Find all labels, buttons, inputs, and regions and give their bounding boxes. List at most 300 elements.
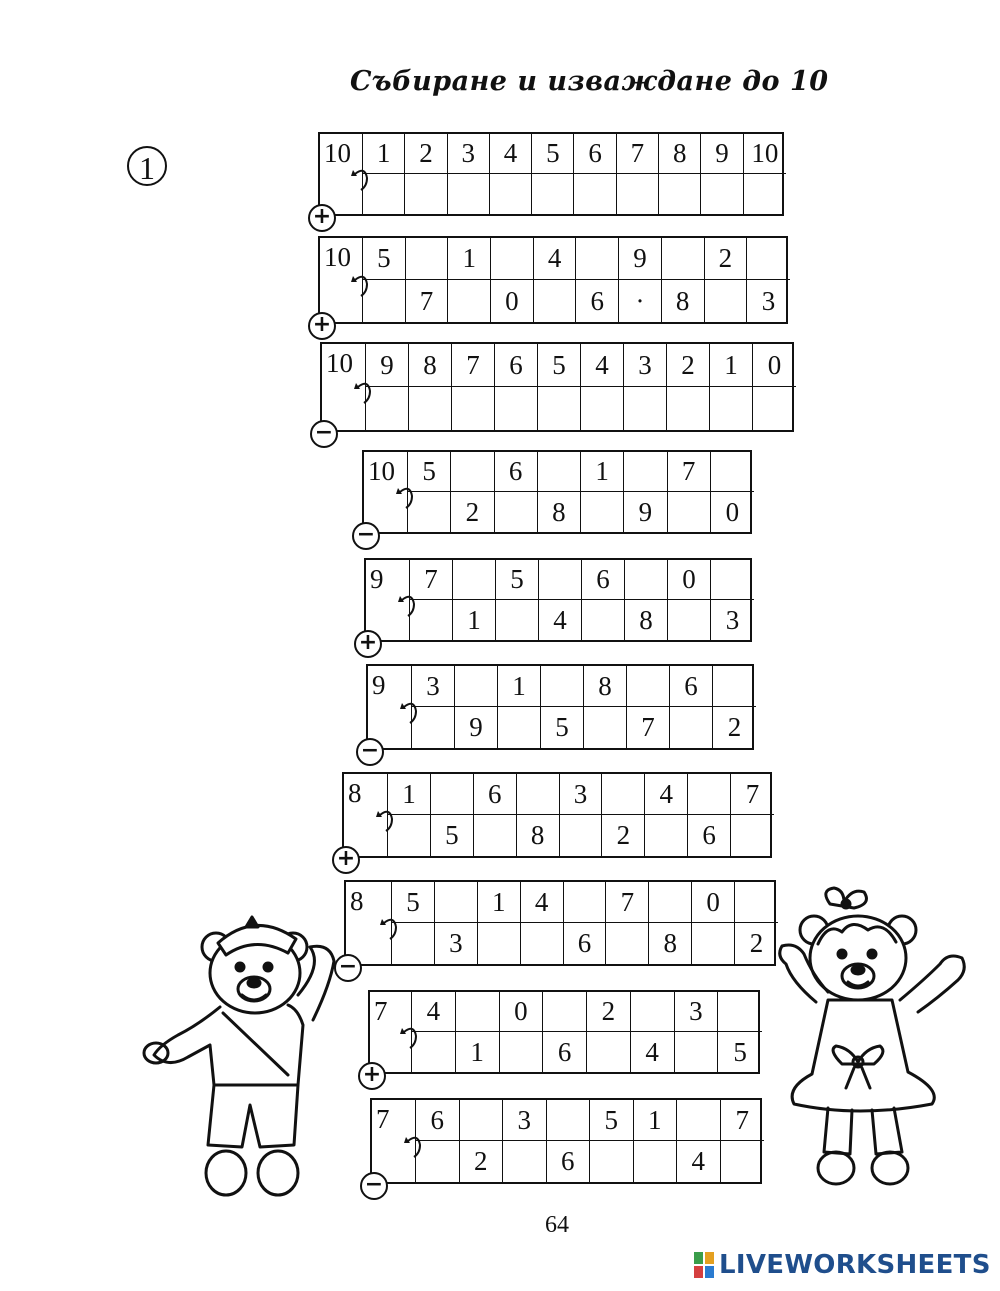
number-cell [619, 238, 662, 280]
cell-number: 7 [630, 138, 645, 168]
curved-arrow-icon [398, 594, 420, 620]
number-cell [584, 666, 627, 707]
number-cell [538, 344, 581, 387]
start-number: 8 [350, 886, 364, 916]
answer-cell[interactable] [491, 238, 534, 280]
cell-number: 8 [530, 820, 545, 850]
answer-cell[interactable] [435, 882, 478, 923]
number-cell [590, 1100, 634, 1141]
cell-number: · [635, 285, 645, 316]
answer-cell[interactable] [547, 1100, 591, 1141]
strip-grid [370, 1098, 762, 1184]
cell-number: 4 [645, 1036, 659, 1067]
cell-number: 3 [517, 1104, 531, 1135]
answer-cell[interactable] [711, 452, 754, 492]
cell-number: 8 [675, 285, 690, 316]
cell-number: 6 [702, 820, 716, 850]
number-cell [701, 134, 743, 174]
number-cell [409, 344, 452, 387]
number-cell [624, 492, 667, 532]
answer-cell[interactable] [503, 1141, 547, 1182]
number-cell [688, 815, 731, 856]
answer-cell[interactable] [713, 666, 756, 707]
cell-number: 6 [508, 456, 523, 486]
cell-number: 7 [419, 285, 434, 316]
minus-operator-icon: − [310, 420, 338, 448]
number-cell [753, 344, 796, 387]
answer-cell[interactable] [455, 666, 498, 707]
cell-number: 4 [691, 1146, 705, 1176]
cell-number: 6 [557, 1036, 572, 1067]
cell-number: 2 [601, 996, 616, 1026]
number-cell [543, 1032, 587, 1072]
cell-number: 8 [552, 496, 566, 527]
page-title: Събиране и изваждане до 10 [350, 66, 829, 97]
number-cell [677, 1141, 721, 1182]
number-cell [517, 815, 560, 856]
answer-cell[interactable] [582, 600, 625, 640]
cell-number: 1 [648, 1104, 662, 1135]
cell-number: 5 [733, 1036, 747, 1067]
number-cell [713, 707, 756, 748]
number-strip [364, 1098, 762, 1197]
cell-number: 5 [445, 820, 459, 850]
answer-cell[interactable] [406, 238, 449, 280]
cell-number: 0 [725, 496, 740, 527]
number-cell [670, 666, 713, 707]
curved-arrow-icon [380, 917, 402, 943]
number-cell [564, 923, 607, 964]
strip-grid [318, 236, 788, 324]
answer-cell[interactable] [631, 992, 675, 1032]
cell-number: 7 [745, 778, 760, 809]
answer-cell[interactable] [448, 174, 490, 214]
answer-cell[interactable] [576, 238, 619, 280]
cell-number: 9 [638, 496, 653, 527]
answer-cell[interactable] [448, 280, 491, 322]
answer-cell[interactable] [731, 815, 774, 856]
girl-bear-illustration [772, 882, 987, 1192]
cell-number: 5 [377, 243, 391, 273]
number-cell [649, 923, 692, 964]
plus-operator-icon: + [332, 846, 360, 874]
answer-cell[interactable] [495, 492, 538, 532]
number-cell [587, 992, 631, 1032]
cell-number: 8 [598, 670, 612, 701]
cell-number: 5 [552, 349, 566, 380]
start-number: 7 [376, 1104, 390, 1134]
number-cell [496, 560, 539, 600]
answer-cell[interactable] [606, 923, 649, 964]
answer-cell[interactable] [538, 387, 581, 430]
answer-cell[interactable] [451, 452, 494, 492]
number-cell [456, 1032, 500, 1072]
number-cell [581, 452, 624, 492]
plus-operator-icon: + [354, 630, 382, 658]
number-cell [711, 492, 754, 532]
cell-number: 3 [761, 285, 776, 316]
answer-cell[interactable] [521, 923, 564, 964]
cell-number: 1 [402, 778, 416, 809]
cell-number: 5 [546, 138, 560, 168]
number-cell [521, 882, 564, 923]
number-cell [668, 560, 711, 600]
number-cell [625, 600, 668, 640]
cell-number: 10 [751, 138, 779, 168]
number-cell [645, 774, 688, 815]
answer-cell[interactable] [675, 1032, 719, 1072]
cell-number: 9 [715, 138, 729, 168]
strip-grid [366, 664, 754, 750]
number-strip [314, 342, 794, 445]
cell-number: 4 [534, 886, 549, 917]
start-number: 8 [348, 778, 362, 808]
answer-cell[interactable] [496, 600, 539, 640]
number-cell [711, 600, 754, 640]
number-strip [360, 664, 754, 763]
number-cell [406, 280, 449, 322]
number-cell [731, 774, 774, 815]
answer-cell[interactable] [478, 923, 521, 964]
answer-cell[interactable] [539, 560, 582, 600]
number-strip [358, 558, 752, 655]
number-cell [452, 344, 495, 387]
cell-number: 3 [725, 604, 740, 635]
answer-cell[interactable] [574, 174, 616, 214]
number-cell [451, 492, 494, 532]
answer-cell[interactable] [431, 774, 474, 815]
answer-cell[interactable] [560, 815, 603, 856]
cell-number: 8 [672, 138, 687, 168]
cell-number: 1 [462, 243, 476, 273]
number-cell [582, 560, 625, 600]
cell-number: 7 [466, 349, 480, 380]
answer-cell[interactable] [584, 707, 627, 748]
cell-number: 9 [633, 243, 647, 273]
answer-cell[interactable] [701, 174, 743, 214]
answer-cell[interactable] [498, 707, 541, 748]
curved-arrow-icon [351, 274, 373, 300]
number-cell [503, 1100, 547, 1141]
minus-operator-icon: − [356, 738, 384, 766]
answer-cell[interactable] [625, 560, 668, 600]
answer-cell[interactable] [460, 1100, 504, 1141]
cell-number: 2 [681, 349, 695, 380]
answer-cell[interactable] [721, 1141, 765, 1182]
answer-cell[interactable] [692, 923, 735, 964]
cell-number: 2 [474, 1146, 488, 1176]
cell-number: 0 [706, 886, 720, 917]
cell-number: 0 [505, 285, 519, 316]
answer-cell[interactable] [538, 452, 581, 492]
cell-number: 3 [426, 670, 440, 701]
number-cell [705, 238, 748, 280]
cell-number: 5 [406, 886, 420, 917]
answer-cell[interactable] [710, 387, 753, 430]
cell-number: 3 [689, 996, 703, 1026]
number-cell [602, 815, 645, 856]
answer-cell[interactable] [667, 387, 710, 430]
cell-number: 8 [663, 928, 677, 958]
number-cell [474, 774, 517, 815]
number-strip [336, 772, 772, 871]
cell-number: 9 [380, 349, 394, 380]
liveworksheets-logo-icon [693, 1251, 715, 1279]
curved-arrow-icon [400, 701, 422, 727]
cell-number: 7 [681, 456, 696, 486]
start-number: 10 [324, 242, 351, 272]
plus-operator-icon: + [308, 204, 336, 232]
number-cell [692, 882, 735, 923]
cell-number: 6 [561, 1146, 575, 1176]
number-cell [581, 344, 624, 387]
cell-number: 6 [590, 285, 605, 316]
cell-number: 1 [724, 349, 738, 380]
cell-number: 7 [641, 712, 655, 742]
number-cell [498, 666, 541, 707]
curved-arrow-icon [400, 1026, 422, 1052]
cell-number: 4 [426, 996, 441, 1026]
cell-number: 7 [424, 564, 438, 594]
answer-cell[interactable] [718, 992, 762, 1032]
number-cell [491, 280, 534, 322]
answer-cell[interactable] [645, 815, 688, 856]
number-strip [362, 990, 760, 1087]
answer-cell[interactable] [668, 600, 711, 640]
cell-number: 3 [461, 138, 475, 168]
cell-number: 4 [595, 349, 609, 380]
number-cell [721, 1100, 765, 1141]
cell-number: 0 [767, 349, 782, 380]
number-cell [453, 600, 496, 640]
start-number: 10 [324, 138, 351, 168]
number-cell [500, 992, 544, 1032]
number-cell [619, 280, 662, 322]
number-cell [495, 344, 538, 387]
answer-cell[interactable] [688, 774, 731, 815]
number-cell [495, 452, 538, 492]
boy-bear-illustration [138, 905, 353, 1205]
cell-number: 1 [595, 456, 609, 486]
number-cell [747, 280, 790, 322]
answer-cell[interactable] [543, 992, 587, 1032]
number-cell [460, 1141, 504, 1182]
number-cell [574, 134, 616, 174]
answer-cell[interactable] [409, 387, 452, 430]
strip-grid [364, 558, 752, 642]
answer-cell[interactable] [581, 492, 624, 532]
start-number: 10 [326, 348, 353, 378]
answer-cell[interactable] [474, 815, 517, 856]
strip-grid [368, 990, 760, 1074]
number-cell [710, 344, 753, 387]
plus-operator-icon: + [308, 312, 336, 340]
answer-cell[interactable] [602, 774, 645, 815]
answer-cell[interactable] [541, 666, 584, 707]
cell-number: 1 [512, 670, 526, 701]
answer-cell[interactable] [624, 452, 667, 492]
brand-name: LIVEWORKSHEETS [719, 1250, 991, 1280]
number-cell [624, 344, 667, 387]
number-cell [675, 992, 719, 1032]
number-cell [668, 452, 711, 492]
answer-cell[interactable] [670, 707, 713, 748]
cell-number: 0 [514, 996, 528, 1026]
number-cell [627, 707, 670, 748]
cell-number: 9 [469, 712, 483, 742]
cell-number: 1 [470, 1036, 484, 1067]
cell-number: 2 [749, 928, 764, 958]
answer-cell[interactable] [668, 492, 711, 532]
number-strip [312, 132, 784, 229]
cell-number: 1 [467, 604, 481, 635]
strip-grid [344, 880, 776, 966]
answer-cell[interactable] [744, 174, 786, 214]
cell-number: 2 [419, 138, 433, 168]
number-cell [431, 815, 474, 856]
minus-operator-icon: − [360, 1172, 388, 1200]
answer-cell[interactable] [490, 174, 532, 214]
cell-number: 2 [727, 712, 742, 742]
cell-number: 6 [509, 349, 523, 380]
answer-cell[interactable] [617, 174, 659, 214]
cell-number: 5 [604, 1104, 618, 1135]
cell-number: 5 [422, 456, 436, 486]
number-cell [606, 882, 649, 923]
answer-cell[interactable] [711, 560, 754, 600]
plus-operator-icon: + [358, 1062, 386, 1090]
cell-number: 6 [596, 564, 610, 594]
number-cell [541, 707, 584, 748]
answer-cell[interactable] [517, 774, 560, 815]
number-cell [539, 600, 582, 640]
cell-number: 7 [620, 886, 635, 917]
number-cell [744, 134, 786, 174]
strip-grid [362, 450, 752, 534]
start-number: 9 [370, 564, 384, 594]
number-cell [448, 238, 491, 280]
number-cell [538, 492, 581, 532]
number-cell [405, 134, 447, 174]
number-cell [634, 1100, 678, 1141]
answer-cell[interactable] [405, 174, 447, 214]
cell-number: 4 [659, 778, 673, 809]
cell-number: 6 [588, 138, 602, 168]
answer-cell[interactable] [495, 387, 538, 430]
cell-number: 2 [465, 496, 480, 527]
answer-cell[interactable] [532, 174, 574, 214]
answer-cell[interactable] [456, 992, 500, 1032]
cell-number: 4 [553, 604, 567, 635]
answer-cell[interactable] [659, 174, 701, 214]
exercise-number: 1 [127, 146, 167, 186]
cell-number: 1 [491, 886, 506, 917]
number-cell [547, 1141, 591, 1182]
strip-grid [320, 342, 794, 432]
start-number: 10 [368, 456, 395, 486]
cell-number: 3 [638, 349, 652, 380]
cell-number: 3 [449, 928, 463, 958]
curved-arrow-icon [376, 809, 398, 835]
number-strip [356, 450, 752, 547]
number-cell [718, 1032, 762, 1072]
strip-grid [318, 132, 784, 216]
answer-cell[interactable] [624, 387, 667, 430]
cell-number: 8 [423, 349, 437, 380]
number-cell [667, 344, 710, 387]
number-cell [435, 923, 478, 964]
number-strip [312, 236, 788, 337]
answer-cell[interactable] [662, 238, 705, 280]
answer-cell[interactable] [677, 1100, 721, 1141]
number-cell [659, 134, 701, 174]
cell-number: 5 [555, 712, 569, 742]
answer-cell[interactable] [500, 1032, 544, 1072]
answer-cell[interactable] [534, 280, 577, 322]
start-number: 7 [374, 996, 388, 1026]
answer-cell[interactable] [627, 666, 670, 707]
cell-number: 8 [639, 604, 653, 635]
minus-operator-icon: − [352, 522, 380, 550]
cell-number: 4 [547, 243, 562, 273]
number-cell [532, 134, 574, 174]
liveworksheets-brand[interactable] [693, 1250, 991, 1280]
number-cell [534, 238, 577, 280]
number-cell [448, 134, 490, 174]
cell-number: 0 [682, 564, 696, 594]
number-cell [662, 280, 705, 322]
cell-number: 2 [616, 820, 631, 850]
answer-cell[interactable] [590, 1141, 634, 1182]
strip-grid [342, 772, 772, 858]
answer-cell[interactable] [453, 560, 496, 600]
cell-number: 4 [503, 138, 518, 168]
answer-cell[interactable] [747, 238, 790, 280]
answer-cell[interactable] [564, 882, 607, 923]
curved-arrow-icon [354, 381, 376, 407]
number-cell [560, 774, 603, 815]
number-strip [338, 880, 776, 979]
answer-cell[interactable] [581, 387, 624, 430]
cell-number: 1 [376, 138, 391, 168]
curved-arrow-icon [396, 486, 418, 512]
cell-number: 5 [510, 564, 524, 594]
cell-number: 6 [577, 928, 592, 958]
cell-number: 3 [573, 778, 588, 809]
answer-cell[interactable] [587, 1032, 631, 1072]
answer-cell[interactable] [649, 882, 692, 923]
cell-number: 6 [684, 670, 698, 701]
page-number: 64 [545, 1212, 569, 1238]
number-cell [455, 707, 498, 748]
cell-number: 6 [487, 778, 502, 809]
number-cell [490, 134, 532, 174]
number-cell [631, 1032, 675, 1072]
answer-cell[interactable] [452, 387, 495, 430]
cell-number: 2 [718, 243, 733, 273]
cell-number: 7 [735, 1104, 749, 1135]
cell-number: 6 [430, 1104, 444, 1135]
answer-cell[interactable] [705, 280, 748, 322]
number-cell [617, 134, 659, 174]
number-cell [478, 882, 521, 923]
start-number: 9 [372, 670, 386, 700]
curved-arrow-icon [351, 168, 373, 194]
minus-operator-icon: − [334, 954, 362, 982]
answer-cell[interactable] [753, 387, 796, 430]
answer-cell[interactable] [634, 1141, 678, 1182]
number-cell [576, 280, 619, 322]
